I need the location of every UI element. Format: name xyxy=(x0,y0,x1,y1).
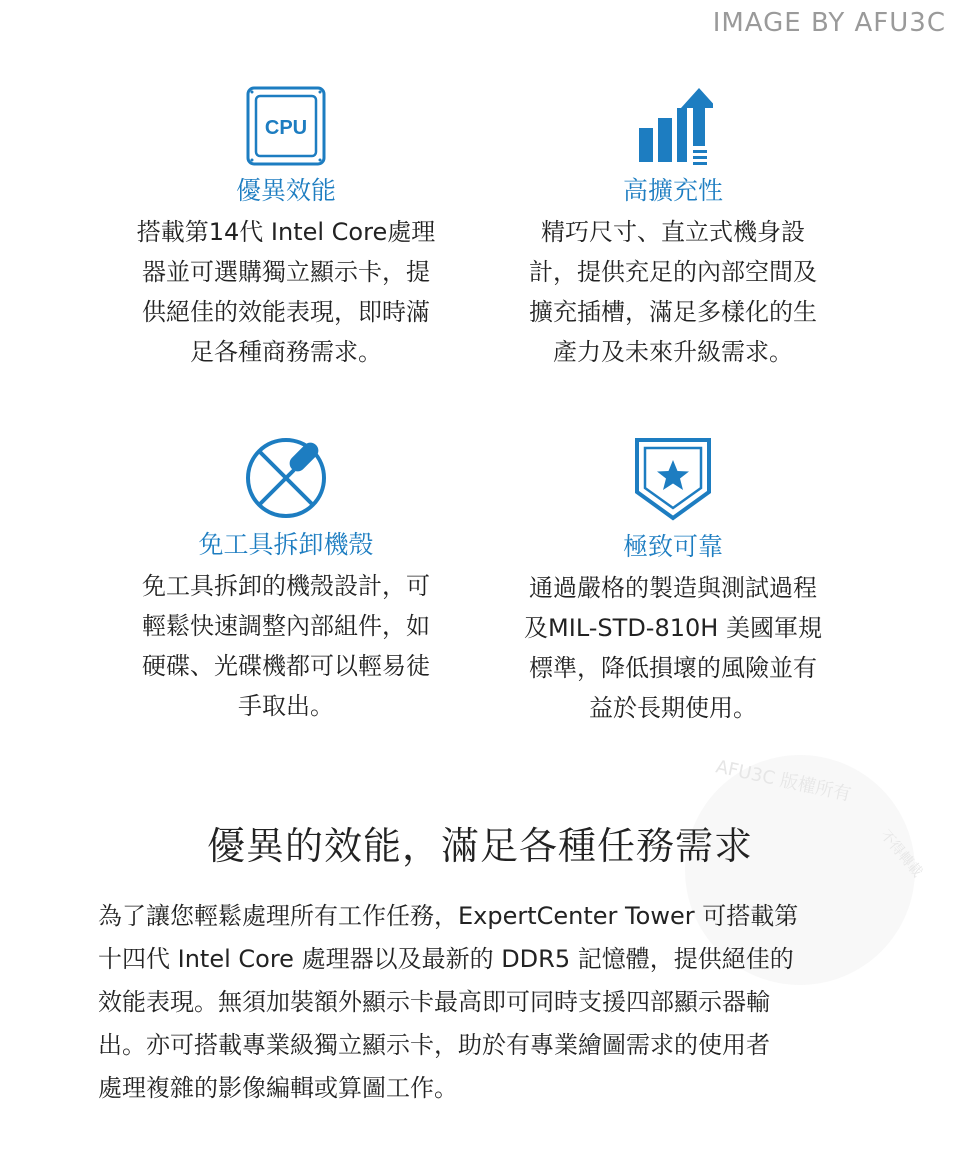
feature-line: 硬碟、光碟機都可以輕易徒 xyxy=(142,652,430,680)
svg-text:AFU3C 版權所有: AFU3C 版權所有 xyxy=(713,756,853,806)
feature-line: 器並可選購獨立顯示卡，提 xyxy=(142,258,430,286)
feature-line: 通過嚴格的製造與測試過程 xyxy=(529,574,817,602)
cpu-icon xyxy=(246,86,326,166)
no-screwdriver-icon xyxy=(244,436,328,520)
section-headline: 優異的效能，滿足各種任務需求 xyxy=(206,824,753,868)
feature-expandability xyxy=(493,86,853,372)
feature-line: 足各種商務需求。 xyxy=(190,338,382,366)
feature-title: 高擴充性 xyxy=(622,176,723,205)
feature-line: 免工具拆卸的機殼設計，可 xyxy=(142,572,430,600)
feature-line: 擴充插槽，滿足多樣化的生 xyxy=(529,298,817,326)
paragraph-line: 出。亦可搭載專業級獨立顯示卡，助於有專業繪圖需求的使用者 xyxy=(98,1031,770,1059)
feature-title: 免工具拆卸機殼 xyxy=(198,530,374,559)
paragraph-line: 十四代 Intel Core 處理器以及最新的 DDR5 記憶體，提供絕佳的 xyxy=(98,945,794,973)
cpu-icon-label: CPU xyxy=(264,117,308,139)
feature-line: 益於長期使用。 xyxy=(589,694,757,722)
feature-title: 極致可靠 xyxy=(622,532,723,561)
image-credit: IMAGE BY AFU3C xyxy=(712,8,946,38)
feature-title: 優異效能 xyxy=(235,176,336,205)
feature-performance xyxy=(106,86,466,372)
section-paragraph xyxy=(98,895,868,1110)
feature-line: 手取出。 xyxy=(238,692,334,720)
feature-tool-less-chassis xyxy=(106,436,466,726)
shield-star-icon xyxy=(633,436,713,522)
feature-reliability xyxy=(493,436,853,728)
feature-description xyxy=(493,568,853,728)
feature-description xyxy=(493,212,853,372)
feature-description xyxy=(106,566,466,726)
feature-line: 產力及未來升級需求。 xyxy=(553,338,793,366)
feature-line: 精巧尺寸、直立式機身設 xyxy=(541,218,805,246)
feature-line: 輕鬆快速調整內部組件，如 xyxy=(142,612,430,640)
feature-description xyxy=(106,212,466,372)
feature-line: 標準，降低損壞的風險並有 xyxy=(529,654,817,682)
paragraph-line: 效能表現。無須加裝額外顯示卡最高即可同時支援四部顯示器輸 xyxy=(98,988,770,1016)
paragraph-line: 處理複雜的影像編輯或算圖工作。 xyxy=(98,1074,458,1102)
paragraph-line: 為了讓您輕鬆處理所有工作任務，ExpertCenter Tower 可搭載第 xyxy=(98,902,799,930)
feature-line: 搭載第14代 Intel Core處理 xyxy=(136,218,436,246)
feature-line: 計，提供充足的內部空間及 xyxy=(529,258,817,286)
svg-text:不得轉載: 不得轉載 xyxy=(876,827,926,881)
feature-line: 供絕佳的效能表現，即時滿 xyxy=(142,298,430,326)
growth-chart-icon xyxy=(633,86,713,166)
feature-line: 及MIL-STD-810H 美國軍規 xyxy=(524,614,822,642)
